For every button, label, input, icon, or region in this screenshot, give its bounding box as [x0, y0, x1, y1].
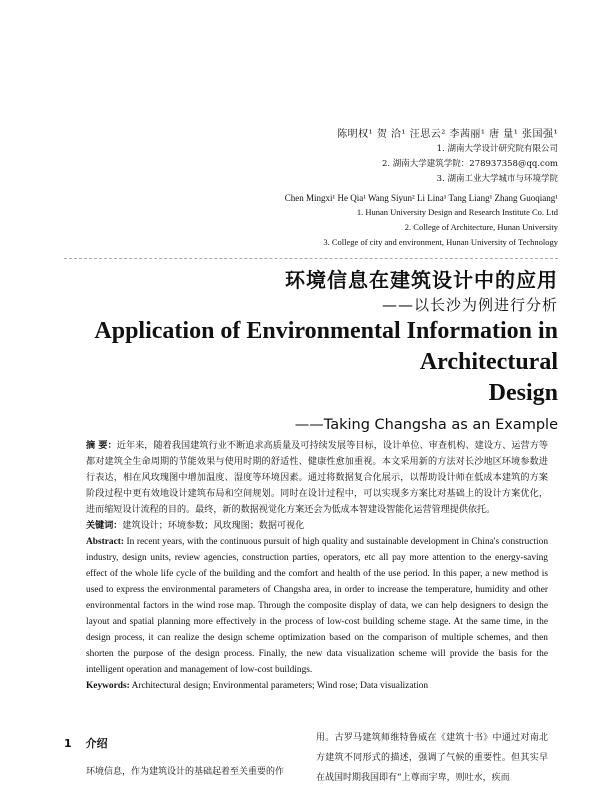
title-block	[38, 266, 558, 436]
abstract-en-label: Abstract:	[86, 537, 125, 547]
abstract-cn-label: 摘 要：	[86, 440, 117, 451]
affiliation-cn: 1. 湖南大学设计研究院有限公司	[436, 144, 558, 154]
subtitle-cn: ——以长沙为例进行分析	[381, 296, 558, 314]
keywords-en-label: Keywords:	[86, 681, 130, 691]
affiliation-en: 3. College of city and environment, Hunan University of Technology	[323, 237, 558, 247]
author-block	[18, 128, 558, 250]
keywords-en-text: Architectural design; Environmental parameters; Wind rose; Data visualization	[131, 681, 429, 691]
abstract-cn	[86, 438, 548, 518]
section-title: 介绍	[85, 737, 108, 750]
abstract-en	[86, 534, 548, 678]
affiliation-cn: 3. 湖南工业大学城市与环境学院	[436, 174, 558, 184]
abstract-cn-text: 近年来，随着我国建筑行业不断追求高质量及可持续发展等目标，设计单位、审查机构、建设方、运营方等都对建筑全生命周期的节能效果与使用时期的舒适性、健康性愈加重视。本文采用新的方法对长沙地区环境参数进行表达，相在风玫瑰图中增加温度、湿度等环境因素。通过将数据复合化展示，以帮助设计师在低成本建筑的方案阶段过程中更有效地设计建筑布局和空间规划。同时在设计过程中，可以实现多方案比对基础上的设计方案优化，进而缩短设计流程的目的。最终，新的数据视觉化方案还会为低成本智建设智能化运营管理提供依托。	[86, 441, 548, 515]
abstract-en-text: In recent years, with the continuous pursuit of high quality and sustainable development in China's construction industry, design units, review agencies, construction parties, operators, etc all pay more attention to the energy-saving effect of the whole life cycle of the building and the comfort and health of the use period. In this paper, a new method is used to express the environmental parameters of Changsha area, in order to increase the temperature, humidity and other environmental factors in the wind rose map. Through the composite display of data, we can help designers to design the layout and spatial planning more effectively in the process of low-cost building scheme stage. At the same time, in the design process, it can realize the design scheme optimization based on the comparison of multiple schemes, and then shorten the purpose of the design process. Finally, the new data visualization scheme will provide the basis for the intelligent operation and management of low-cost buildings.	[86, 537, 549, 675]
body-column-right: 用。古罗马建筑师维特鲁威在《建筑十书》中通过对南北方建筑不同形式的描述，强调了气候的重要性。但其实早在战国时期我国即有“上尊而宇卑，则吐水，疾而	[316, 733, 548, 783]
keywords-cn-text: 建筑设计；环境参数；风玫瑰图；数据可视化	[122, 521, 305, 531]
title-cn: 环境信息在建筑设计中的应用	[285, 268, 558, 292]
authors-cn: 陈明权¹ 贺 洽¹ 汪思云² 李茜丽¹ 唐 量¹ 张国强¹	[337, 129, 558, 140]
affiliation-en: 1. Hunan University Design and Research Institute Co. Ltd	[356, 207, 558, 217]
keywords-cn	[86, 518, 548, 534]
keywords-cn-label: 关键词：	[86, 520, 123, 531]
keywords-en	[86, 678, 548, 694]
subtitle-en: ——Taking Changsha as an Example	[294, 417, 558, 433]
affiliation-en: 2. College of Architecture, Hunan University	[404, 222, 558, 232]
body-column-left: 环境信息，作为建筑设计的基础起着至关重要的作	[86, 767, 285, 777]
affiliation-cn: 2. 湖南大学建筑学院：278937358@qq.com	[381, 159, 558, 169]
section-number: 1	[64, 737, 72, 750]
section-heading	[64, 735, 108, 751]
abstract-block	[86, 438, 548, 694]
title-en-line-2: Design	[488, 380, 558, 406]
header-divider	[64, 258, 558, 259]
title-en-line-1: Application of Environmental Information in Architectural	[94, 318, 558, 375]
authors-en: Chen Mingxi¹ He Qia¹ Wang Siyun² Li Lina¹ Tang Liang¹ Zhang Guoqiang¹	[284, 193, 558, 203]
